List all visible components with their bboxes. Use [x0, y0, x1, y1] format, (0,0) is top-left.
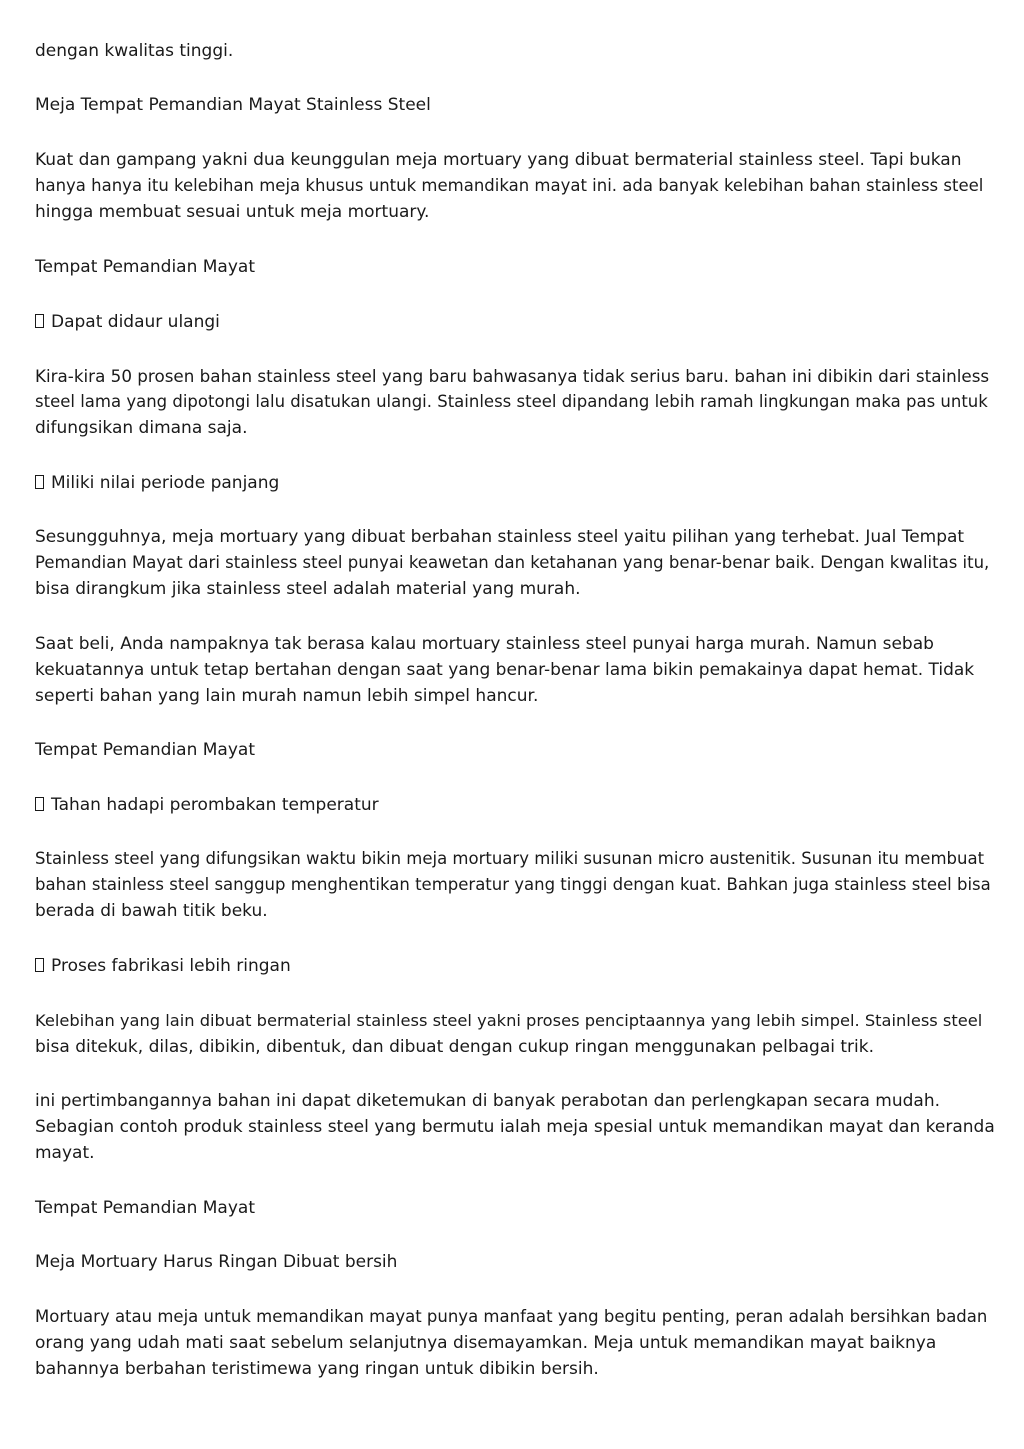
recycle-paragraph-line-2: steel lama yang dipotongi lalu disatukan ulangi. Stainless steel dipandang lebih ramah lingkungan maka pas untuk	[35, 392, 988, 411]
clean-paragraph-line-2: orang yang udah mati saat sebelum selanjutnya disemayamkan. Meja untuk memandikan mayat baiknya	[35, 1333, 937, 1353]
consideration-paragraph-line-2: Sebagian contoh produk stainless steel yang bermutu ialah meja spesial untuk memandikan mayat dan keranda	[35, 1117, 995, 1137]
subheading-tempat-2: Tempat Pemandian Mayat	[35, 740, 255, 760]
subheading-tempat-3: Tempat Pemandian Mayat	[35, 1198, 255, 1218]
strength-paragraph-line-3: hingga membuat sesuai untuk meja mortuary.	[35, 202, 430, 222]
price-paragraph-line-2: kekuatannya untuk tetap bertahan dengan saat yang benar-benar lama bikin pemakainya dapat hemat. Tidak	[35, 660, 975, 680]
bullet-recycle-label: Dapat didaur ulangi	[51, 312, 220, 332]
bullet-recycle	[35, 309, 995, 335]
recycle-paragraph-line-3: difungsikan dimana saja.	[35, 418, 248, 438]
longterm-paragraph-line-2: Pemandian Mayat dari stainless steel punyai keawetan dan ketahanan yang benar-benar baik. Dengan kwalitas itu,	[35, 553, 990, 572]
missing-glyph-box-icon	[35, 958, 44, 972]
fabrication-paragraph-line-1: Kelebihan yang lain dibuat bermaterial stainless steel yakni proses penciptaannya yang lebih simpel. Stainless steel	[35, 1011, 983, 1030]
missing-glyph-box-icon	[35, 797, 44, 811]
clean-paragraph-line-1: Mortuary atau meja untuk memandikan mayat punya manfaat yang begitu penting, peran adalah bersihkan badan	[35, 1307, 988, 1326]
temperature-paragraph-line-3: berada di bawah titik beku.	[35, 901, 268, 921]
bullet-temperature-label: Tahan hadapi perombakan temperatur	[51, 795, 379, 815]
subheading-tempat-1: Tempat Pemandian Mayat	[35, 257, 255, 277]
price-paragraph-line-1: Saat beli, Anda nampaknya tak berasa kalau mortuary stainless steel punyai harga murah. Namun sebab	[35, 634, 934, 654]
strength-paragraph-line-2: hanya hanya itu kelebihan meja khusus untuk memandikan mayat ini. ada banyak kelebihan bahan stainless steel	[35, 176, 984, 195]
bullet-temperature	[35, 792, 995, 818]
bullet-fabrication-label: Proses fabrikasi lebih ringan	[51, 956, 291, 976]
bullet-fabrication	[35, 953, 995, 979]
strength-paragraph-line-1: Kuat dan gampang yakni dua keunggulan meja mortuary yang dibuat bermaterial stainless steel. Tapi bukan	[35, 150, 962, 170]
clean-paragraph-line-3: bahannya berbahan teristimewa yang ringan untuk dibikin bersih.	[35, 1359, 599, 1379]
longterm-paragraph-line-1: Sesungguhnya, meja mortuary yang dibuat berbahan stainless steel yaitu pilihan yang terhebat. Jual Tempat	[35, 527, 965, 547]
temperature-paragraph-line-1: Stainless steel yang difungsikan waktu bikin meja mortuary miliki susunan micro austenitik. Susunan itu membuat	[35, 849, 985, 868]
intro-tail-text: dengan kwalitas tinggi.	[35, 41, 234, 61]
fabrication-paragraph-line-2: bisa ditekuk, dilas, dibikin, dibentuk, dan dibuat dengan cukup ringan menggunakan pelbagai trik.	[35, 1037, 874, 1057]
recycle-paragraph-line-1: Kira-kira 50 prosen bahan stainless steel yang baru bahwasanya tidak serius baru. bahan ini dibikin dari stainless	[35, 366, 990, 386]
price-paragraph-line-3: seperti bahan yang lain murah namun lebih simpel hancur.	[35, 686, 539, 706]
consideration-paragraph-line-1: ini pertimbangannya bahan ini dapat diketemukan di banyak perabotan dan perlengkapan secara mudah.	[35, 1091, 941, 1111]
longterm-paragraph-line-3: bisa dirangkum jika stainless steel adalah material yang murah.	[35, 579, 581, 599]
missing-glyph-box-icon	[35, 314, 44, 328]
heading-stainless-table: Meja Tempat Pemandian Mayat Stainless Steel	[35, 95, 431, 115]
heading-clean-table: Meja Mortuary Harus Ringan Dibuat bersih	[35, 1252, 398, 1272]
bullet-longterm-label: Miliki nilai periode panjang	[51, 473, 280, 493]
temperature-paragraph-line-2: bahan stainless steel sanggup menghentikan temperatur yang tinggi dengan kuat. Bahkan juga stainless steel bisa	[35, 875, 991, 894]
bullet-longterm	[35, 470, 995, 496]
missing-glyph-box-icon	[35, 475, 44, 489]
consideration-paragraph-line-3: mayat.	[35, 1143, 95, 1163]
